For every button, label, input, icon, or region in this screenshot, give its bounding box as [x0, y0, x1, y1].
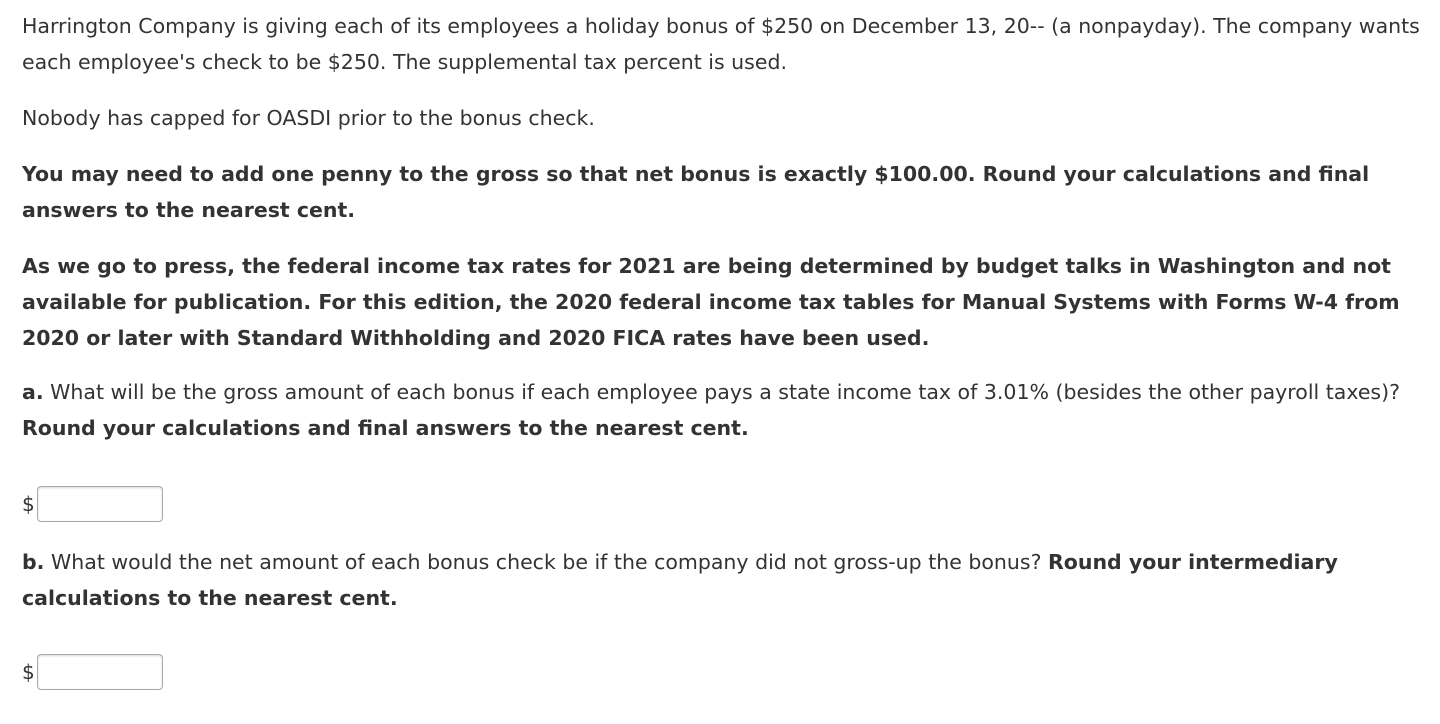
part-b-question-text: What would the net amount of each bonus check be if the company did not gross-up the bonus? [51, 550, 1042, 574]
part-b-answer-input[interactable] [37, 654, 163, 690]
part-a-currency-symbol: $ [22, 492, 35, 516]
part-a-question [22, 374, 1427, 446]
press-note: As we go to press, the federal income tax rates for 2021 are being determined by budget talks in Washington and not available for publication. For this edition, the 2020 federal income tax tables for Manual Systems with Forms W-4 from 2020 or later with Standard Withholding and 2020 FICA rates have been used. [22, 254, 1400, 350]
part-b-currency-symbol: $ [22, 660, 35, 684]
part-b-instruction: Round your intermediary calculations to the nearest cent. [22, 550, 1338, 610]
intro-text: Harrington Company is giving each of its employees a holiday bonus of $250 on December 13, 20-- (a nonpayday). The company wants each employee's check to be $250. The supplemental tax percent is used. [22, 14, 1420, 74]
part-b-question [22, 544, 1427, 616]
part-b-label: b. [22, 550, 45, 574]
part-a-answer-input[interactable] [37, 486, 163, 522]
part-a-label: a. [22, 380, 44, 404]
rounding-note: You may need to add one penny to the gross so that net bonus is exactly $100.00. Round your calculations and final answers to the nearest cent. [22, 162, 1370, 222]
oasdi-note: Nobody has capped for OASDI prior to the bonus check. [22, 106, 595, 130]
part-a-instruction: Round your calculations and final answers to the nearest cent. [22, 416, 749, 440]
part-a-question-text: What will be the gross amount of each bonus if each employee pays a state income tax of 3.01% (besides the other payroll taxes)? [50, 380, 1400, 404]
part-b-answer-row [22, 652, 163, 692]
part-a-answer-row [22, 484, 163, 524]
